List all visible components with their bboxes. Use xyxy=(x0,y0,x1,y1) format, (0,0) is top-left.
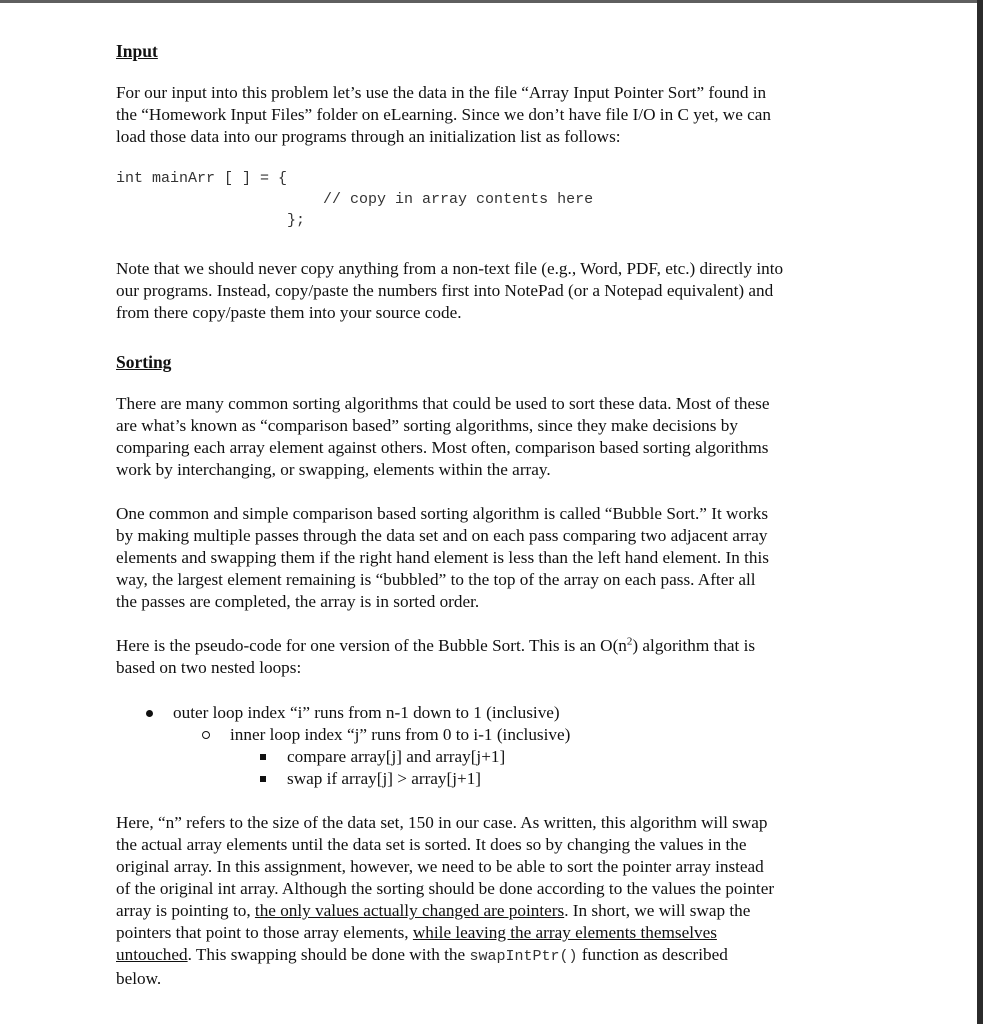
note-paragraph: Note that we should never copy anything from a non-text file (e.g., Word, PDF, etc.) directly into our programs. Instead, copy/paste the numbers first into NotePad (or a Notepad equivalent) and from there copy/paste them into your source code. xyxy=(116,259,784,322)
underlined-emphasis: while leaving the array elements themselves xyxy=(412,923,717,942)
square-bullet-icon xyxy=(260,754,266,760)
code-line: }; xyxy=(116,212,306,229)
hollow-bullet-icon xyxy=(202,731,210,739)
list-item: swap if array[j] > array[j+1] xyxy=(116,768,876,790)
list-item: outer loop index “i” runs from n-1 down to 1 (inclusive) xyxy=(116,702,876,724)
inline-code: swapIntPtr() xyxy=(469,948,578,965)
sorting-paragraph-1: There are many common sorting algorithms that could be used to sort these data. Most of these are what’s known as “comparison based” sorting algorithms, since they make decisions by comparing each array element against others. Most often, comparison based sorting algorithms work by interchanging, or swapping, elements within the array. xyxy=(116,394,770,479)
underlined-emphasis: the only values actually changed are pointers xyxy=(254,901,565,920)
top-border xyxy=(0,0,983,3)
square-bullet-icon xyxy=(260,776,266,782)
list-item: inner loop index “j” runs from 0 to i-1 (inclusive) xyxy=(116,724,876,746)
document-page xyxy=(116,40,876,990)
sorting-paragraph-3: Here is the pseudo-code for one version of the Bubble Sort. This is an $O(n^2)$ algorithm that is based on two nested loops: xyxy=(116,635,756,677)
input-heading: Input xyxy=(116,41,158,61)
list-item: compare array[j] and array[j+1] xyxy=(116,746,876,768)
sorting-paragraph-2: One common and simple comparison based sorting algorithm is called “Bubble Sort.” It works by making multiple passes through the data set and on each pass comparing two adjacent array elements and swapping them if the right hand element is less than the left hand element. In this way, the largest element remaining is “bubbled” to the top of the array on each pass. After all the passes are completed, the array is in sorted order. xyxy=(116,504,769,611)
code-line: int mainArr [ ] = { xyxy=(116,170,288,187)
right-scroll-edge xyxy=(977,0,983,1024)
sorting-heading: Sorting xyxy=(116,352,172,372)
underlined-emphasis: untouched xyxy=(116,945,188,964)
code-snippet xyxy=(116,168,876,231)
sorting-paragraph-4: Here, “n” refers to the size of the data set, 150 in our case. As written, this algorithm will swap the actual array elements until the data set is sorted. It does so by changing the values in the original array. In this assignment, however, we need to be able to sort the pointer array instead of the original int array. Although the sorting should be done according to the values the pointer array is pointing to, the only values actually changed are pointers. In short, we will swap the pointers that point to those array elements, while leaving the array elements themselves untouched. This swapping should be done with the swapIntPtr() function as described below. xyxy=(116,813,775,988)
input-paragraph: For our input into this problem let’s use the data in the file “Array Input Pointer Sort” found in the “Homework Input Files” folder on eLearning. Since we don’t have file I/O in C yet, we can load those data into our programs through an initialization list as follows: xyxy=(116,83,771,146)
pseudo-code-list xyxy=(116,702,876,790)
code-line: // copy in array contents here xyxy=(116,191,594,208)
bullet-icon xyxy=(146,710,153,717)
